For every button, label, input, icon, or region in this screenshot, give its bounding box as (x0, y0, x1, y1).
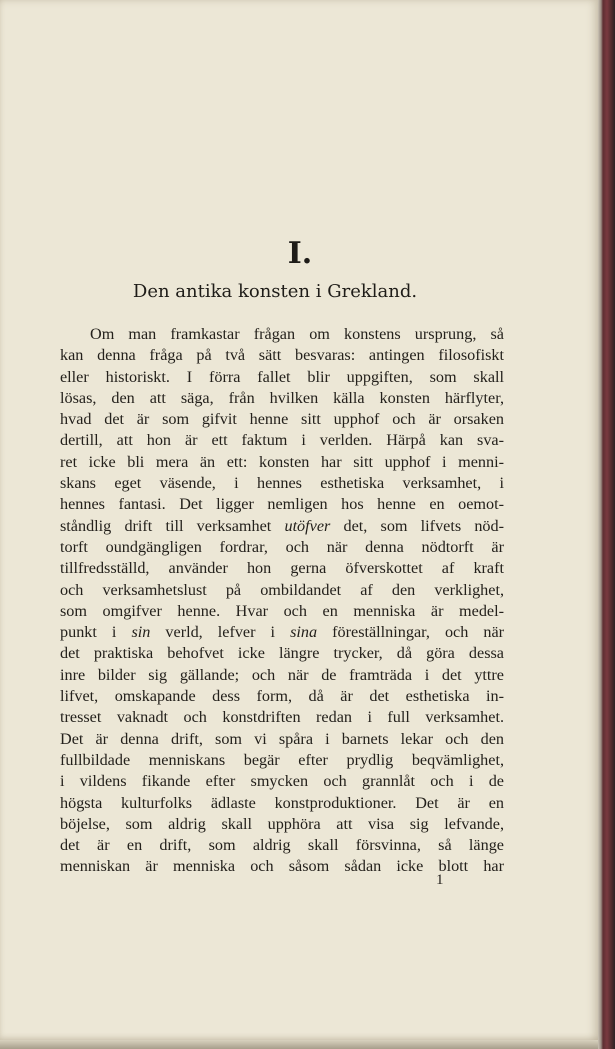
text-line: eller historiskt. I förra fallet blir uppgiften, som skall (60, 367, 504, 386)
text-line: Det är denna drift, som vi spåra i barnets lekar och den (60, 729, 504, 748)
text-segment: det, som lifvets nöd- (343, 516, 505, 535)
text-line: skans eget väsende, i hennes esthetiska verksamhet, i (60, 474, 504, 493)
text-line: som omgifver henne. Hvar och en menniska är medel- (60, 601, 504, 620)
text-line: i vildens fikande efter smycken och grannlåt och i de (60, 772, 504, 791)
text-line: lifvet, omskapande dess form, då är det esthetiska in- (60, 687, 504, 706)
body-text (60, 324, 504, 878)
text-line: det praktiska behofvet icke längre trycker, då göra dessa (60, 644, 504, 663)
text-line: hvad det är som gifvit henne sitt upphof och är orsaken (60, 410, 504, 429)
book-cover-edge (598, 0, 615, 1049)
page-number: 1 (436, 872, 444, 888)
italic-word: sin (131, 623, 151, 642)
text-line: böjelse, som aldrig skall upphöra att visa sig lefvande, (60, 814, 504, 833)
text-line: inre bilder sig gällande; och när de framträda i det yttre (60, 665, 504, 684)
italic-word: sina (290, 623, 318, 642)
text-line: Om man framkastar frågan om konstens ursprung, så (90, 325, 504, 343)
text-segment: ståndlig drift till verksamhet (60, 516, 272, 535)
text-line: tresset vaknadt och konstdriften redan i full verksamhet. (60, 708, 504, 727)
text-line: hennes fantasi. Det ligger nemligen hos henne en oemot- (60, 495, 504, 514)
chapter-number: I. (287, 236, 313, 271)
text-line: det är en drift, som aldrig skall försvinna, så länge (60, 836, 504, 855)
text-line: tillfredsställd, använder hon gerna öfverskottet af kraft (60, 559, 504, 578)
text-line: ret icke bli mera än ett: konsten har sitt upphof i menni- (60, 452, 504, 471)
text-line (60, 622, 504, 643)
text-line: och verksamhetslust på ombildandet af den verklighet, (60, 580, 504, 599)
text-line: lösas, den att säga, från hvilken källa konsten härflyter, (60, 388, 504, 407)
italic-word: utöfver (284, 516, 331, 535)
text-line: kan denna fråga på två sätt besvaras: antingen filosofiskt (60, 346, 504, 365)
text-line (60, 516, 504, 537)
text-segment: punkt i (60, 623, 117, 642)
text-segment: verld, lefver i (165, 623, 276, 642)
text-line: högsta kulturfolks ädlaste konstproduktioner. Det är en (60, 793, 504, 812)
text-line: fullbildade menniskans begär efter prydlig beqvämlighet, (60, 750, 504, 769)
text-line: menniskan är menniska och såsom sådan icke blott har (60, 857, 504, 876)
text-line: dertill, att hon är ett faktum i verlden. Härpå kan sva- (60, 431, 504, 450)
page-edge (0, 1040, 606, 1049)
text-line: torft oundgängligen fordrar, och när denna nödtorft är (60, 537, 504, 556)
text-segment: föreställningar, och när (332, 623, 505, 642)
chapter-title: Den antika konsten i Grekland. (132, 281, 418, 302)
